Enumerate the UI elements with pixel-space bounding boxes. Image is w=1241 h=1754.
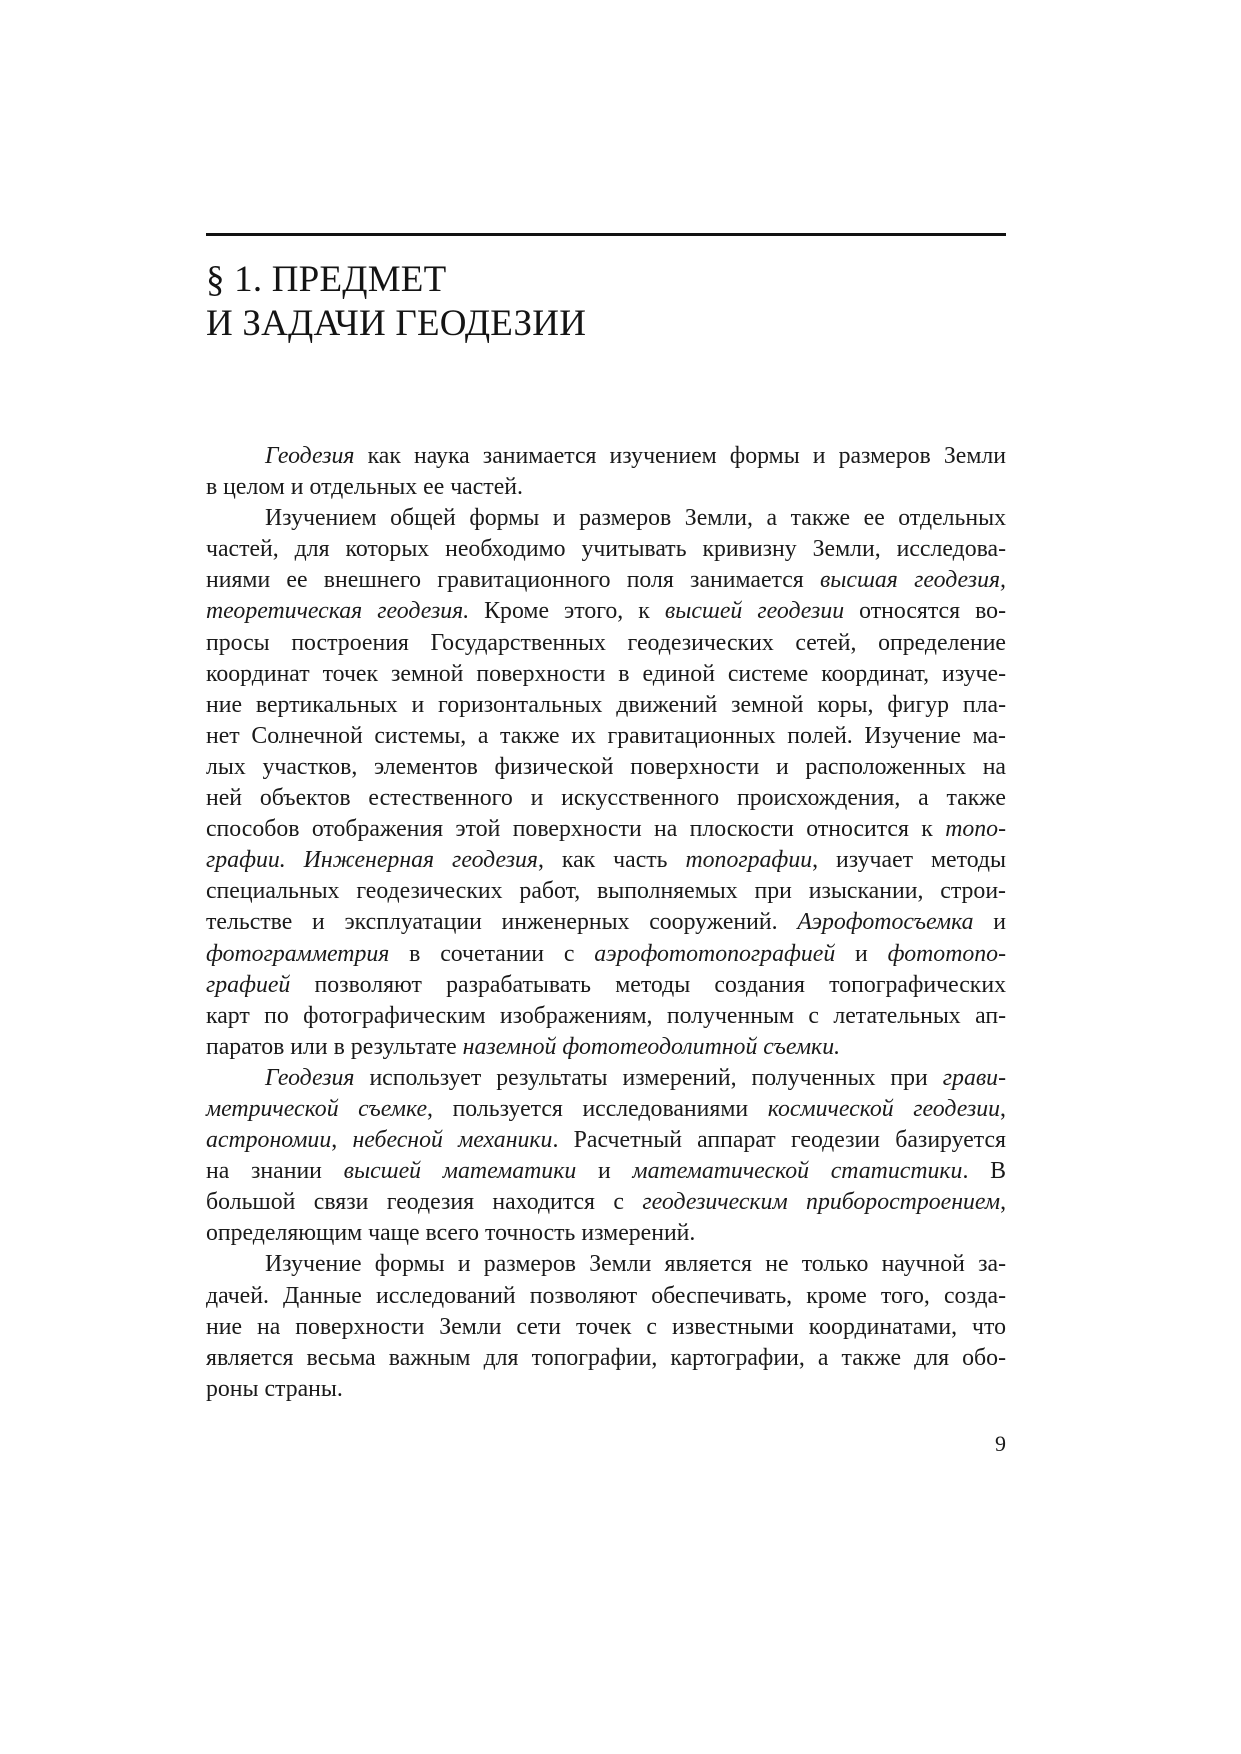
text-line: [206, 1001, 1006, 1032]
text-line: [206, 1312, 1006, 1343]
text-run: ние на поверхности Земли сети точек с известными координатами, что: [206, 1313, 1006, 1340]
italic-term: космической геодезии: [767, 1095, 1001, 1122]
italic-term: Аэрофотосъемка: [797, 909, 974, 936]
text-line: [206, 814, 1006, 845]
italic-term: высшей геодезии: [664, 598, 845, 625]
text-run: Изучением общей формы и размеров Земли, а также ее отдельных: [265, 505, 1006, 532]
text-run: Изучение формы и размеров Земли является не только научной за-: [265, 1251, 1006, 1278]
text-line: [206, 907, 1006, 938]
italic-term: Геодезия: [265, 1064, 355, 1091]
text-line: [206, 1094, 1006, 1125]
text-run: способов отображения этой поверхности на плоскости относится к: [206, 816, 946, 843]
text-line: [206, 1125, 1006, 1156]
text-line: [206, 690, 1006, 721]
text-run: специальных геодезических работ, выполняемых при изыскании, строи-: [206, 878, 1006, 905]
italic-term: грави-: [942, 1064, 1006, 1091]
text-run: паратов или в результате: [206, 1033, 463, 1060]
section-title-line-1: § 1. ПРЕДМЕТ: [206, 259, 447, 300]
section-title: [206, 258, 1006, 346]
text-run: определяющим чаще всего точность измерений.: [206, 1220, 696, 1247]
text-run: карт по фотографическим изображениям, полученным с летательных ап-: [206, 1002, 1006, 1029]
text-line: [206, 472, 1006, 503]
text-line: [206, 970, 1006, 1001]
text-run: большой связи геодезия находится с: [206, 1189, 643, 1216]
text-run: частей, для которых необходимо учитывать кривизну Земли, исследова-: [206, 536, 1006, 563]
text-line: [206, 1218, 1006, 1249]
text-line: [206, 1063, 1006, 1094]
italic-term: топо-: [945, 816, 1006, 843]
text-run: координат точек земной поверхности в единой системе координат, изуче-: [206, 660, 1006, 687]
text-line: [206, 1156, 1006, 1187]
text-line: [206, 845, 1006, 876]
italic-term: графией: [206, 971, 291, 998]
text-line: [206, 628, 1006, 659]
text-line: [206, 783, 1006, 814]
text-line: [206, 596, 1006, 627]
italic-term: метрической съемке: [206, 1095, 428, 1122]
text-run: и: [576, 1158, 633, 1185]
italic-term: высшая геодезия,: [819, 567, 1006, 594]
text-run: просы построения Государственных геодезических сетей, определение: [206, 629, 1006, 656]
text-run: в сочетании с: [389, 940, 595, 967]
text-run: Кроме этого, к: [469, 598, 665, 625]
italic-term: фотограмметрия: [206, 940, 390, 967]
text-line: [206, 534, 1006, 565]
text-run: . Расчетный аппарат геодезии базируется: [552, 1127, 1006, 1154]
text-line: [206, 876, 1006, 907]
text-run: нет Солнечной системы, а также их гравитационных полей. Изучение ма-: [206, 722, 1006, 749]
italic-term: небесной механики: [352, 1127, 553, 1154]
text-line: [206, 659, 1006, 690]
text-run: ,: [331, 1127, 353, 1154]
text-run: роны страны.: [206, 1375, 343, 1402]
body-text: [206, 441, 1006, 1405]
italic-term: топографии: [685, 847, 813, 874]
italic-term: Геодезия: [265, 443, 355, 469]
page-number: 9: [995, 1431, 1006, 1456]
text-run: позволяют разрабатывать методы создания топографических: [290, 971, 1006, 998]
italic-term: астрономии: [206, 1127, 332, 1154]
text-run: тельстве и эксплуатации инженерных сооружений.: [206, 909, 798, 936]
text-line: [206, 503, 1006, 534]
text-run: и: [835, 940, 888, 967]
text-run: , пользуется исследованиями: [427, 1095, 768, 1122]
text-line: [206, 1343, 1006, 1374]
text-line: [206, 721, 1006, 752]
text-line: [206, 565, 1006, 596]
text-run: относятся во-: [844, 598, 1006, 625]
text-run: ней объектов естественного и искусственного происхождения, а также: [206, 785, 1006, 812]
text-run: ,: [1000, 1095, 1006, 1122]
text-run: дачей. Данные исследований позволяют обеспечивать, кроме того, созда-: [206, 1282, 1006, 1309]
text-run: лых участков, элементов физической поверхности и расположенных на: [206, 753, 1006, 780]
text-line: [206, 939, 1006, 970]
italic-term: теоретическая геодезия.: [206, 598, 470, 625]
text-line: [206, 1374, 1006, 1405]
text-run: , как часть: [537, 847, 686, 874]
text-line: [206, 752, 1006, 783]
text-run: . В: [962, 1158, 1006, 1185]
text-line: [206, 1249, 1006, 1280]
text-line: [206, 1187, 1006, 1218]
text-run: является весьма важным для топографии, картографии, а также для обо-: [206, 1344, 1006, 1371]
text-run: ниями ее внешнего гравитационного поля занимается: [206, 567, 820, 594]
heading-rule: [206, 233, 1006, 236]
text-run: в целом и отдельных ее частей.: [206, 474, 523, 501]
text-run: использует результаты измерений, полученных при: [354, 1064, 943, 1091]
text-run: ,: [1000, 1189, 1007, 1216]
italic-term: геодезическим приборостроением: [642, 1189, 1001, 1216]
text-run: на знании: [206, 1158, 344, 1185]
italic-term: фототопо-: [887, 940, 1006, 967]
italic-term: графии. Инженерная геодезия: [206, 847, 538, 874]
italic-term: математической статистики: [632, 1158, 963, 1185]
text-line: [206, 1032, 1006, 1063]
text-run: ние вертикальных и горизонтальных движений земной коры, фигур пла-: [206, 691, 1006, 718]
italic-term: высшей математики: [343, 1158, 577, 1185]
text-run: , изучает методы: [812, 847, 1007, 874]
text-line: [206, 1281, 1006, 1312]
italic-term: аэрофототопографией: [594, 940, 836, 967]
italic-term: наземной фототеодолитной съемки.: [462, 1033, 841, 1060]
text-line: [206, 441, 1006, 472]
text-run: как наука занимается изучением формы и размеров Земли: [354, 443, 1006, 469]
section-title-line-2: И ЗАДАЧИ ГЕОДЕЗИИ: [206, 303, 587, 344]
text-run: и: [973, 909, 1006, 936]
